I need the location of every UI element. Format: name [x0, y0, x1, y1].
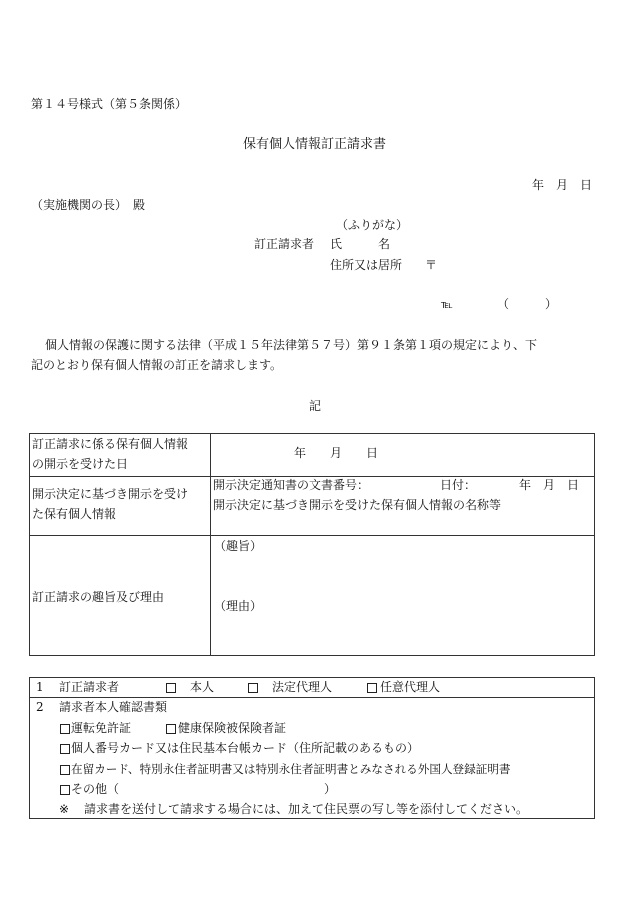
- other-checkbox[interactable]: [60, 785, 70, 795]
- reason-label: （理由）: [214, 599, 263, 613]
- disclosed-info-label-line1: 開示決定に基づき開示を受け: [32, 487, 189, 501]
- self-option-label: 本人: [190, 680, 215, 694]
- residence-card-label: 在留カード、特別永住者証明書又は特別永住者証明書とみなされる外国人登録証明書: [71, 762, 511, 776]
- disclosure-date-value[interactable]: 年 月 日: [294, 446, 379, 460]
- id-documents-label: 請求者本人確認書類: [59, 700, 168, 714]
- form-number: 第１４号様式（第５条関係）: [31, 97, 188, 111]
- tel-icon: ℡: [441, 298, 453, 311]
- disclosure-date-label-line1: 訂正請求に係る保有個人情報: [32, 437, 189, 451]
- document-title: 保有個人情報訂正請求書: [243, 137, 387, 152]
- mailing-note: 請求書を送付して請求する場合には、加えて住民票の写し等を添付してください。: [84, 802, 529, 816]
- other-label: その他（: [71, 782, 120, 796]
- addressee: （実施機関の長） 殿: [31, 198, 146, 212]
- license-checkbox[interactable]: [60, 724, 70, 734]
- purpose-label: （趣旨）: [214, 539, 263, 553]
- row1-number: 1: [36, 680, 44, 694]
- legal-agent-checkbox[interactable]: [248, 683, 258, 693]
- purpose-reason-label: 訂正請求の趣旨及び理由: [32, 590, 165, 604]
- request-paragraph-line2: 記のとおり保有個人情報の訂正を請求します。: [31, 358, 283, 372]
- insurance-label: 健康保険被保険者証: [178, 721, 287, 735]
- note-mark: ※: [59, 802, 70, 816]
- notice-date-label: 日付：: [440, 478, 477, 492]
- self-checkbox[interactable]: [166, 683, 176, 693]
- mynumber-checkbox[interactable]: [60, 744, 70, 754]
- address-label: 住所又は居所: [330, 258, 403, 272]
- disclosed-info-label-line2: た保有個人情報: [32, 507, 117, 521]
- requester-type-label: 訂正請求者: [59, 680, 120, 694]
- tel-paren: （ ）: [497, 297, 558, 311]
- residence-card-checkbox[interactable]: [60, 765, 70, 775]
- mynumber-label: 個人番号カード又は住民基本台帳カード（住所記載のあるもの）: [71, 741, 420, 755]
- notice-date-value[interactable]: 年 月 日: [519, 478, 580, 492]
- license-label: 運転免許証: [71, 721, 132, 735]
- furigana-label: （ふりがな）: [336, 218, 409, 232]
- ki-heading: 記: [309, 399, 322, 413]
- postal-mark: 〒: [425, 258, 438, 272]
- voluntary-agent-checkbox[interactable]: [367, 683, 377, 693]
- voluntary-agent-option-label: 任意代理人: [380, 680, 441, 694]
- name-label: 氏 名: [330, 237, 391, 251]
- insurance-checkbox[interactable]: [166, 724, 176, 734]
- notice-document-number-label: 開示決定通知書の文書番号：: [213, 478, 370, 492]
- other-close-paren: ）: [324, 782, 337, 796]
- requester-label: 訂正請求者: [254, 237, 315, 251]
- row2-number: 2: [36, 700, 44, 714]
- legal-agent-option-label: 法定代理人: [272, 680, 333, 694]
- disclosed-info-name-label: 開示決定に基づき開示を受けた保有個人情報の名称等: [213, 498, 502, 512]
- request-paragraph-line1: 個人情報の保護に関する法律（平成１５年法律第５７号）第９１条第１項の規定により、下: [45, 338, 538, 352]
- date-line: 年 月 日: [532, 178, 593, 192]
- disclosure-date-label-line2: の開示を受けた日: [32, 457, 129, 471]
